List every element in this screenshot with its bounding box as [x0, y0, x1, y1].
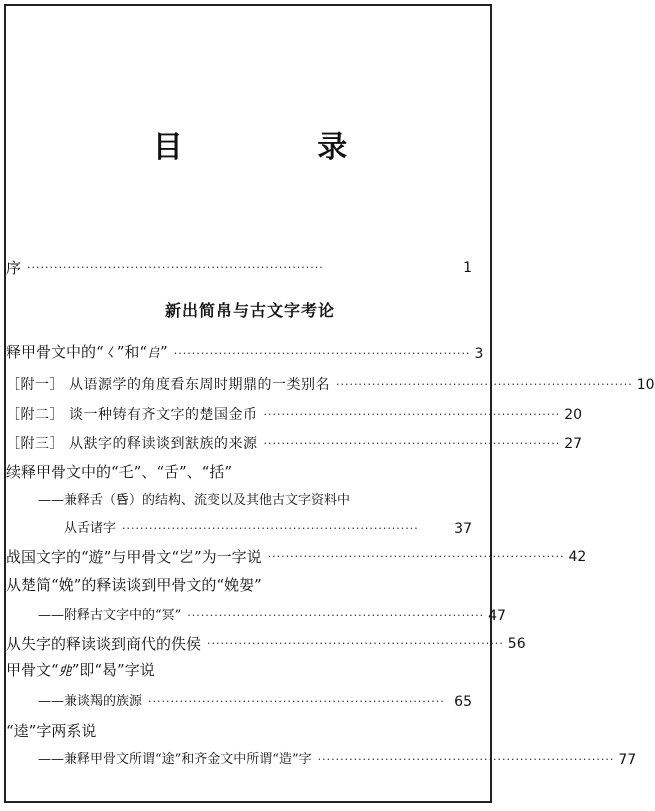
entry-subtitle: ——兼谈羯的族源: [38, 694, 143, 709]
dot-leader: ··································································: [267, 550, 565, 563]
entry-title: 从失字的释读谈到商代的佚侯: [6, 635, 202, 653]
entry-subtitle: 从舌诸字: [64, 521, 117, 536]
oracle-glyph-1: 𡿨: [103, 346, 117, 361]
toc-entry[interactable]: [0, 660, 500, 682]
toc-entry[interactable]: [0, 342, 500, 364]
entry-title: 序: [6, 259, 22, 277]
entry-title: 续释甲骨文中的“乇”、“舌”、“括”: [6, 463, 233, 481]
page-number: 56: [507, 636, 526, 652]
dot-leader: ··································································: [187, 609, 485, 622]
toc-entry[interactable]: [0, 545, 587, 567]
entry-title: “逵”字两系说: [6, 722, 97, 740]
page-number: 3: [474, 346, 484, 362]
dot-leader: ··································································: [335, 378, 633, 391]
page-number: 1: [463, 260, 472, 276]
page-number: 47: [488, 608, 506, 624]
toc-entry-subtitle[interactable]: [0, 690, 500, 712]
dot-leader: ··································································: [207, 637, 504, 650]
entry-subtitle: ——兼释甲骨文所谓“途”和齐金文中所谓“造”字: [38, 752, 312, 767]
entry-title: ［附一］ 从语源学的角度看东周时期鼎的一类别名: [6, 377, 330, 393]
toc-entry-subtitle-cont[interactable]: [0, 517, 500, 539]
entry-title: ［附二］ 谈一种铸有齐文字的楚国金币: [6, 407, 258, 423]
toc-entry-subtitle[interactable]: [0, 748, 637, 770]
section-heading: 新出简帛与古文字考论: [164, 301, 335, 320]
toc-entry[interactable]: [0, 460, 500, 482]
entry-title: 甲骨文“𠑹”即“曷”字说: [6, 661, 155, 679]
page-number: 42: [568, 549, 587, 565]
entry-title: 释甲骨文中的“𡿨”和“𠂤”: [6, 343, 168, 361]
dot-leader: ··································································: [263, 408, 561, 421]
page-number: 27: [564, 436, 583, 452]
entry-title: 战国文字的“遊”与甲骨文“𡴯”为一字说: [6, 548, 262, 566]
dot-leader: ··································································: [317, 753, 615, 766]
dot-leader: ··································································: [148, 695, 445, 708]
toc-entry-subtitle[interactable]: [0, 604, 506, 626]
page-number: 77: [618, 752, 637, 768]
page-number: 65: [454, 694, 472, 710]
toc-entry-preface[interactable]: [0, 256, 500, 278]
toc-entry-appendix-2[interactable]: [0, 403, 583, 425]
entry-title: 从楚简“娩”的释读谈到甲骨文的“娩妿”: [6, 576, 262, 594]
dot-leader: ··································································: [27, 261, 324, 274]
toc-entry-appendix-3[interactable]: [0, 432, 583, 454]
entry-title: ［附三］ 从㝬字的释读谈到㝬族的来源: [6, 436, 258, 452]
toc-entry-appendix-1[interactable]: [0, 373, 655, 395]
dot-leader: ··································································: [263, 437, 561, 450]
page-number: 10: [636, 377, 655, 393]
entry-subtitle: ——兼释舌（𠯑）的结构、流变以及其他古文字资料中: [38, 493, 351, 508]
dot-leader: ··································································: [173, 347, 471, 360]
oracle-glyph-3: 𠑹: [58, 664, 72, 679]
page-number: 37: [454, 521, 472, 537]
toc-entry-subtitle[interactable]: [0, 489, 500, 511]
entry-subtitle: ——附释古文字中的“冥”: [38, 608, 182, 623]
oracle-glyph-2: 𠂤: [147, 346, 161, 361]
toc-entry[interactable]: [0, 573, 500, 595]
toc-entry[interactable]: [0, 632, 526, 654]
toc-entry[interactable]: [0, 719, 500, 741]
dot-leader: ··································································: [122, 522, 419, 535]
page-title: 目 录: [152, 130, 410, 165]
page-number: 20: [564, 407, 583, 423]
